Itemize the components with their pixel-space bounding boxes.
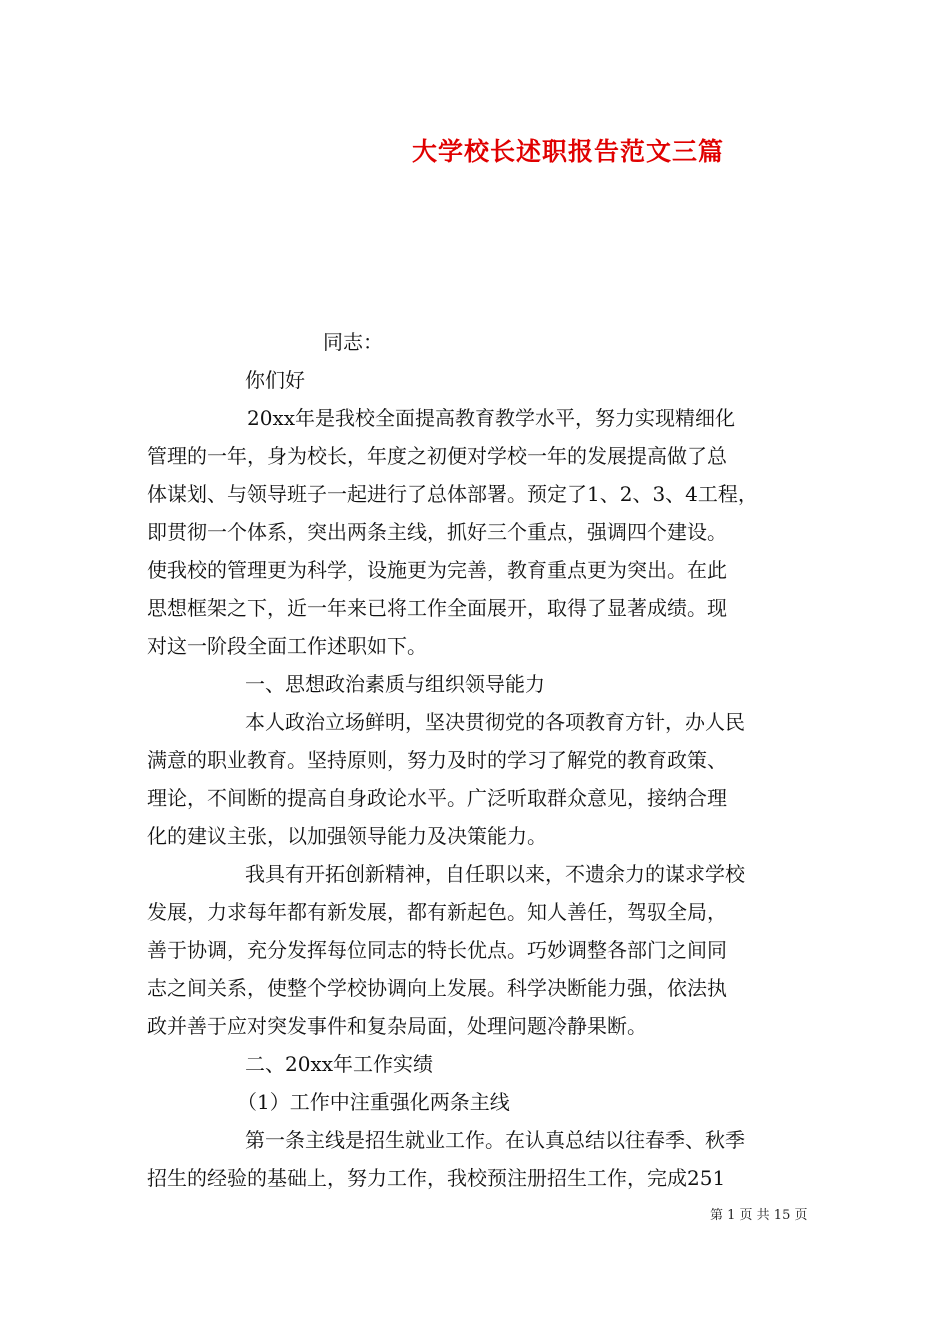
paragraph-line: 我具有开拓创新精神，自任职以来，不遗余力的谋求学校 — [245, 862, 745, 886]
paragraph-line: 思想框架之下，近一年来已将工作全面展开，取得了显著成绩。现 — [147, 596, 727, 620]
greeting-line: 你们好 — [245, 368, 305, 392]
paragraph-line: 20xx年是我校全面提高教育教学水平，努力实现精细化 — [247, 406, 736, 430]
section-heading: 一、思想政治素质与组织领导能力 — [245, 672, 545, 696]
paragraph-line: 使我校的管理更为科学，设施更为完善，教育重点更为突出。在此 — [147, 558, 727, 582]
paragraph-line: 招生的经验的基础上，努力工作，我校预注册招生工作，完成251 — [147, 1166, 726, 1190]
paragraph-line: 志之间关系，使整个学校协调向上发展。科学决断能力强，依法执 — [147, 976, 727, 1000]
paragraph-line: 满意的职业教育。坚持原则，努力及时的学习了解党的教育政策、 — [147, 748, 727, 772]
paragraph-line: 即贯彻一个体系，突出两条主线，抓好三个重点，强调四个建设。 — [147, 520, 727, 544]
subsection-heading: （1）工作中注重强化两条主线 — [237, 1090, 510, 1114]
document-body — [147, 323, 807, 1197]
page-number: 第 1 页 共 15 页 — [710, 1208, 808, 1223]
paragraph-line: 体谋划、与领导班子一起进行了总体部署。预定了1、2、3、4工程， — [147, 482, 758, 506]
paragraph-line: 对这一阶段全面工作述职如下。 — [147, 634, 427, 658]
section-heading: 二、20xx年工作实绩 — [245, 1052, 434, 1076]
paragraph-line: 化的建议主张，以加强领导能力及决策能力。 — [147, 824, 547, 848]
paragraph-line: 政并善于应对突发事件和复杂局面，处理问题冷静果断。 — [147, 1014, 647, 1038]
paragraph-line: 第一条主线是招生就业工作。在认真总结以往春季、秋季 — [245, 1128, 745, 1152]
paragraph-line: 理论，不间断的提高自身政论水平。广泛听取群众意见，接纳合理 — [147, 786, 727, 810]
paragraph-line: 善于协调，充分发挥每位同志的特长优点。巧妙调整各部门之间同 — [147, 938, 727, 962]
document-title: 大学校长述职报告范文三篇 — [412, 137, 725, 166]
paragraph-line: 发展，力求每年都有新发展，都有新起色。知人善任，驾驭全局， — [147, 900, 727, 924]
paragraph-line: 管理的一年，身为校长，年度之初便对学校一年的发展提高做了总 — [147, 444, 727, 468]
salutation-line: 同志： — [323, 330, 383, 354]
paragraph-line: 本人政治立场鲜明，坚决贯彻党的各项教育方针，办人民 — [245, 710, 745, 734]
